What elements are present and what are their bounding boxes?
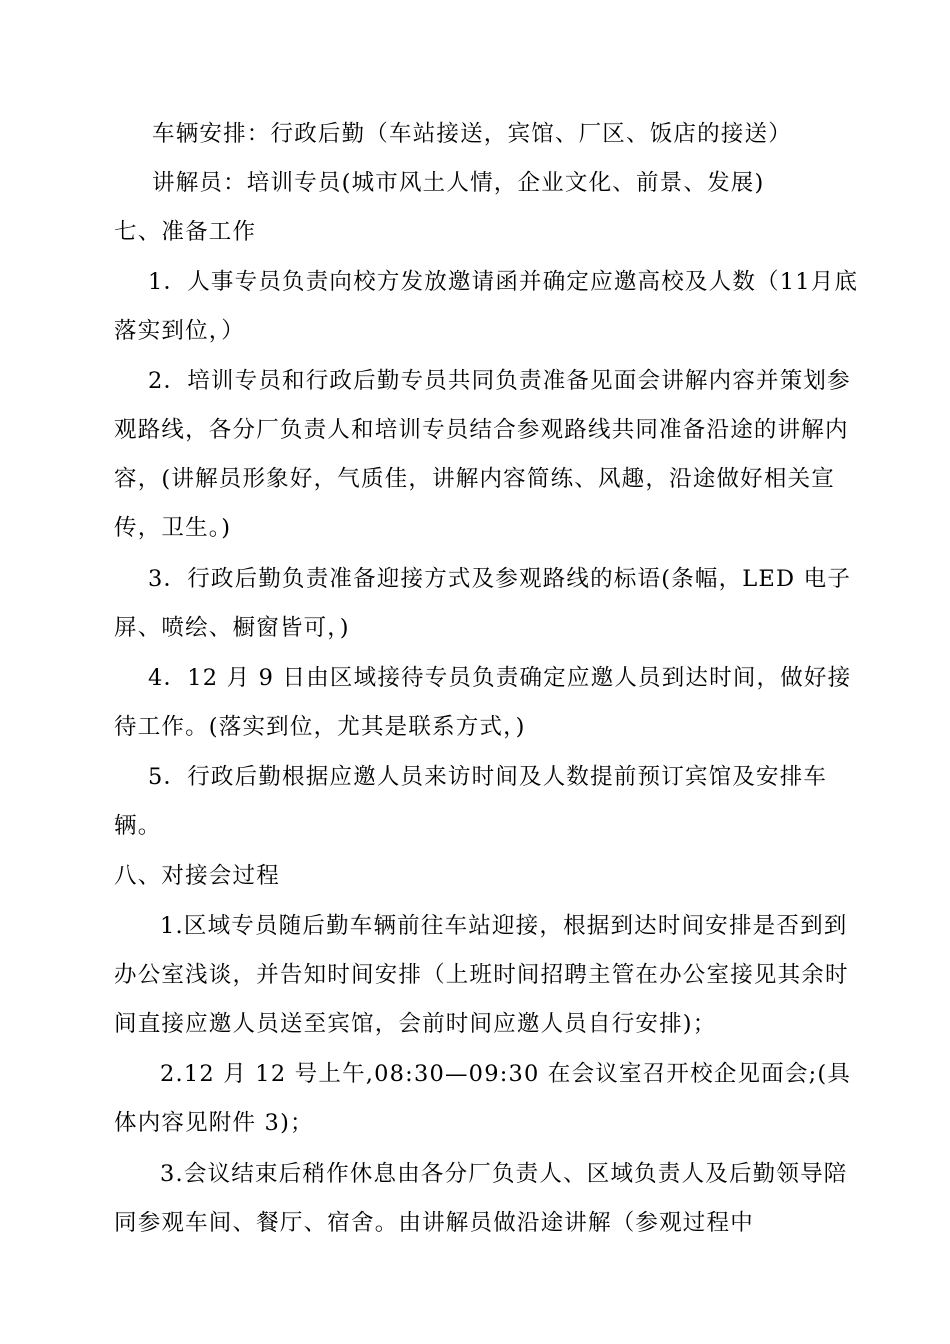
process-item-3: 3.会议结束后稍作休息由各分厂负责人、区域负责人及后勤领导陪同参观车间、餐厅、宿舍。由讲解员做沿途讲解（参观过程中	[114, 1161, 848, 1236]
preparation-item-5: 5．行政后勤根据应邀人员来访时间及人数提前预订宾馆及安排车辆。	[114, 764, 828, 839]
guide-text: 讲解员：培训专员(城市风土人情，企业文化、前景、发展)	[152, 170, 765, 196]
section-heading-preparation: 七、准备工作	[114, 219, 257, 245]
vehicle-arrangement-text: 车辆安排：行政后勤（车站接送，宾馆、厂区、饭店的接送）	[152, 121, 792, 147]
preparation-item-3: 3．行政后勤负责准备迎接方式及参观路线的标语(条幅，LED 电子屏、喷绘、橱窗皆可，)	[114, 566, 852, 641]
preparation-item-4: 4．12 月 9 日由区域接待专员负责确定应邀人员到达时间，做好接待工作。(落实到位，尤其是联系方式，)	[114, 665, 852, 740]
process-item-1: 1.区域专员随后勤车辆前往车站迎接，根据到达时间安排是否到到办公室浅谈，并告知时间安排（上班时间招聘主管在办公室接见其余时间直接应邀人员送至宾馆，会前时间应邀人员自行安排)；	[114, 913, 849, 1037]
section-heading-meeting-process: 八、对接会过程	[114, 863, 280, 889]
preparation-item-2: 2．培训专员和行政后勤专员共同负责准备见面会讲解内容并策划参观路线，各分厂负责人和培训专员结合参观路线共同准备沿途的讲解内容，(讲解员形象好，气质佳，讲解内容简练、风趣，沿途做好相关宣传，卫生。)	[114, 368, 851, 541]
preparation-item-1: 1．人事专员负责向校方发放邀请函并确定应邀高校及人数（11月底落实到位，）	[114, 269, 859, 344]
process-item-2: 2.12 月 12 号上午,08:30—09:30 在会议室召开校企见面会;(具体内容见附件 3)；	[114, 1061, 852, 1136]
